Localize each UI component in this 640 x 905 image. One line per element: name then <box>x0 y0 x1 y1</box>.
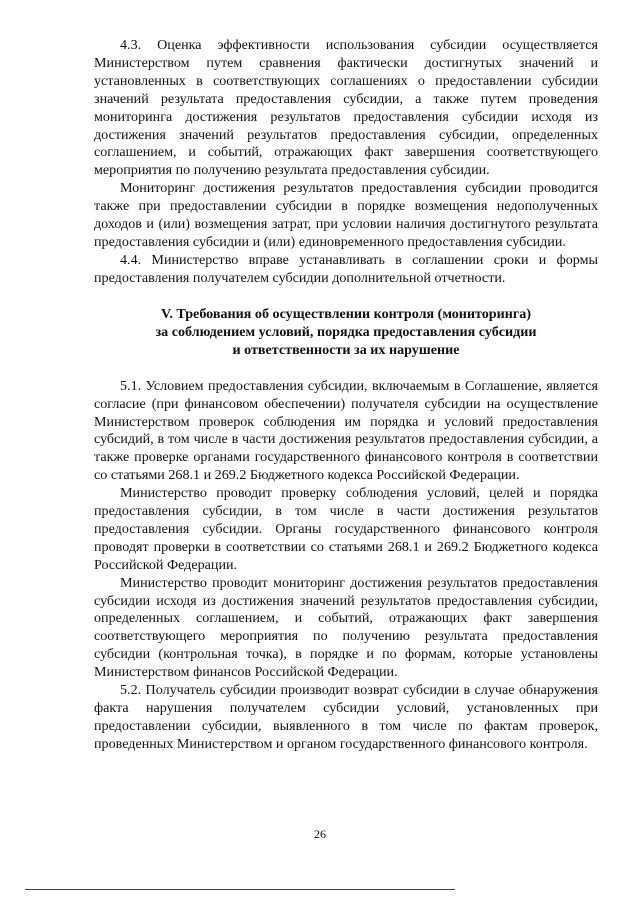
paragraph-ministry-monitoring: Министерство проводит мониторинг достижения результатов предоставления субсидии исходя из достижения значений результатов предоставления субсидии, определенных соглашением, и событий, отражающих факт завершения соответствующего мероприятия по получению результата предоставления субсидии (контрольная точка), в порядке и по формам, которые установлены Министерством финансов Российской Федерации. <box>94 574 598 681</box>
footer-divider <box>25 889 455 890</box>
section-heading <box>94 305 598 359</box>
paragraph-4-4: 4.4. Министерство вправе устанавливать в соглашении сроки и формы предоставления получателем субсидии дополнительной отчетности. <box>94 251 598 286</box>
paragraph-ministry-check: Министерство проводит проверку соблюдения условий, целей и порядка предоставления субсидии, в том числе в части достижения результатов предоставления субсидии. Органы государственного финансового контроля проводят проверки в соответствии со статьями 268.1 и 269.2 Бюджетного кодекса Российской Федерации. <box>94 485 598 573</box>
page-number: 26 <box>314 827 326 841</box>
section-heading-line-1: V. Требования об осуществлении контроля (мониторинга) <box>160 305 532 322</box>
paragraph-5-2: 5.2. Получатель субсидии производит возврат субсидии в случае обнаружения факта нарушения получателем субсидии условий, установленных при предоставлении субсидии, выявленного в том числе по фактам проверок, проведенных Министерством и органом государственного финансового контроля. <box>94 682 598 752</box>
section-heading-line-2: за соблюдением условий, порядка предоставления субсидии <box>155 323 537 340</box>
paragraph-monitoring: Мониторинг достижения результатов предоставления субсидии проводится также при предоставлении субсидии в порядке возмещения недополученных доходов и (или) возмещения затрат, при условии наличия достигнутого результата предоставления субсидии и (или) единовременного предоставления субсидии. <box>94 180 598 250</box>
paragraph-4-3: 4.3. Оценка эффективности использования субсидии осуществляется Министерством путем сравнения фактически достигнутых значений и установленных в соответствующих соглашениях о предоставлении субсидии значений результата предоставления субсидии, а также путем проведения мониторинга достижения результатов предоставления субсидии исходя из достижения значений результатов предоставления субсидии, определенных соглашением, и событий, отражающих факт завершения соответствующего мероприятия по получению результата предоставления субсидии. <box>94 37 598 179</box>
section-heading-line-3: и ответственности за их нарушение <box>232 341 460 358</box>
document-body <box>94 37 598 754</box>
paragraph-5-1: 5.1. Условием предоставления субсидии, включаемым в Соглашение, является согласие (при финансовом обеспечении) получателя субсидии на осуществление Министерством проверок соблюдения им порядка и условий предоставления субсидий, в том числе в части достижения результатов предоставления субсидии, а также проверке органами государственного финансового контроля в соответствии со статьями 268.1 и 269.2 Бюджетного кодекса Российской Федерации. <box>94 377 598 484</box>
